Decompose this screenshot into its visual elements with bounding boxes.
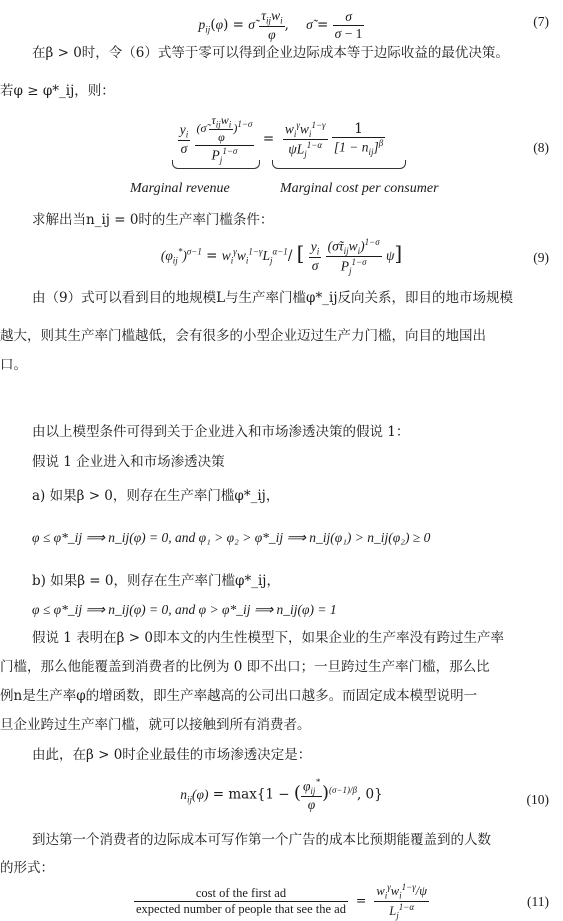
paragraph-7: 由此，在β > 0时企业最佳的市场渗透决定是： [32,747,312,763]
equation-9: $(\varphi_{ij}^*)^{\sigma-1} = w_i^\gamma w_i^{1-\gamma}L_j^{\alpha-1}/$ [ $\frac{y_i}{\sigma}$ $\frac{(\sigmã\tau_{ij}w_i)^{1-\sigma}}{P_j^{1-\sigma}}$ ψ] [160,237,403,277]
paragraph-6-line-3: 例n是生产率φ的增函数，即生产率越高的公司出口越多。而固定成本模型说明一 [0,688,478,704]
eq11-numerator: cost of the first ad [134,886,348,902]
paragraph-4-line-3: 口。 [0,357,27,373]
marginal-revenue-label: Marginal revenue [130,181,230,196]
hypothesis-item-b: b) 如果β = 0，则存在生产率门槛φ*_ij， [32,573,280,589]
equation-7: $p_{ij}(\varphi)$ = σ̃ $\frac{\tau_{ij}w_i}{\varphi}$ , σ̃ = $\frac{\sigma}{\sigma - 1}$ [198,8,363,42]
equation-number-10: (10) [526,792,549,807]
paragraph-4-line-2: 越大，则其生产率门槛越低，会有很多的小型企业迈过生产力门槛，向目的地国出 [0,328,486,344]
equation-number-7: (7) [533,14,549,29]
hypothesis-item-a-equation: φ ≤ φ*_ij ⟹ n_ij(φ) = 0, and φ₁ > φ₂ > φ*_ij ⟹ n_ij(φ₁) > n_ij(φ₂) ≥ 0 [32,530,431,545]
paragraph-8-line-2: 的形式： [0,860,54,876]
paragraph-2: 若φ ≥ φ*_ij，则： [0,83,115,99]
equation-11: $\frac{\text{cost of the first ad}}{\text{expected number of people that see the ad}}$ = $\frac{w_i^\gamma w_i^{1-\gamma}/\psi}{L_j^{1-\alpha}}$ [135,882,427,921]
hypothesis-item-b-equation: φ ≤ φ*_ij ⟹ n_ij(φ) = 0, and φ > φ*_ij ⟹ n_ij(φ) = 1 [32,602,337,617]
hypothesis-title: 假说 1 企业进入和市场渗透决策 [32,454,225,470]
eq11-denominator: expected number of people that see the ad [135,901,346,916]
equation-10: $n_{ij}(\varphi) = \max\{1$ − ( $\frac{\varphi_{ij}^*}{\varphi}$ )$^{(\sigma-1)/\beta}$, 0} [180,777,383,813]
equation-8: $\frac{y_i}{\sigma}$ (σ̃ $\frac{\tau_{ij}w_i}{\varphi}$ )$^{1-\sigma}$ $P_j^{1-\sigma}$ = $\frac{w_i^\gamma w_i^{1-\gamma}}{\psi L_j^{1-\alpha}}$ $\frac{1}{[1 - n_{ij}]^\beta}$ [179,113,384,166]
equation-number-8: (8) [533,140,549,155]
underbrace-right [272,160,406,169]
paragraph-6-line-4: 旦企业跨过生产率门槛，就可以接触到所有消费者。 [0,717,311,733]
paragraph-5: 由以上模型条件可得到关于企业进入和市场渗透决策的假说 1： [32,424,410,440]
paragraph-6-line-2: 门槛，那么他能覆盖到消费者的比例为 0 即不出口；一旦跨过生产率门槛，那么比 [0,659,490,675]
equation-number-11: (11) [527,894,549,909]
marginal-cost-label: Marginal cost per consumer [280,181,439,196]
underbrace-left [172,160,260,169]
paragraph-6-line-1: 假说 1 表明在β > 0即本文的内生性模型下，如果企业的生产率没有跨过生产率 [32,630,504,646]
paragraph-1: 在β > 0时，令（6）式等于零可以得到企业边际成本等于边际收益的最优决策。 [32,45,509,61]
equation-number-9: (9) [533,250,549,265]
hypothesis-item-a: a) 如果β > 0，则存在生产率门槛φ*_ij， [32,488,280,504]
paragraph-4-line-1: 由（9）式可以看到目的地规模L与生产率门槛φ*_ij反向关系，即目的地市场规模 [32,290,514,306]
paragraph-8-line-1: 到达第一个消费者的边际成本可写作第一个广告的成本比预期能覆盖到的人数 [32,832,491,848]
paragraph-3: 求解出当n_ij = 0时的生产率门槛条件： [32,212,274,228]
